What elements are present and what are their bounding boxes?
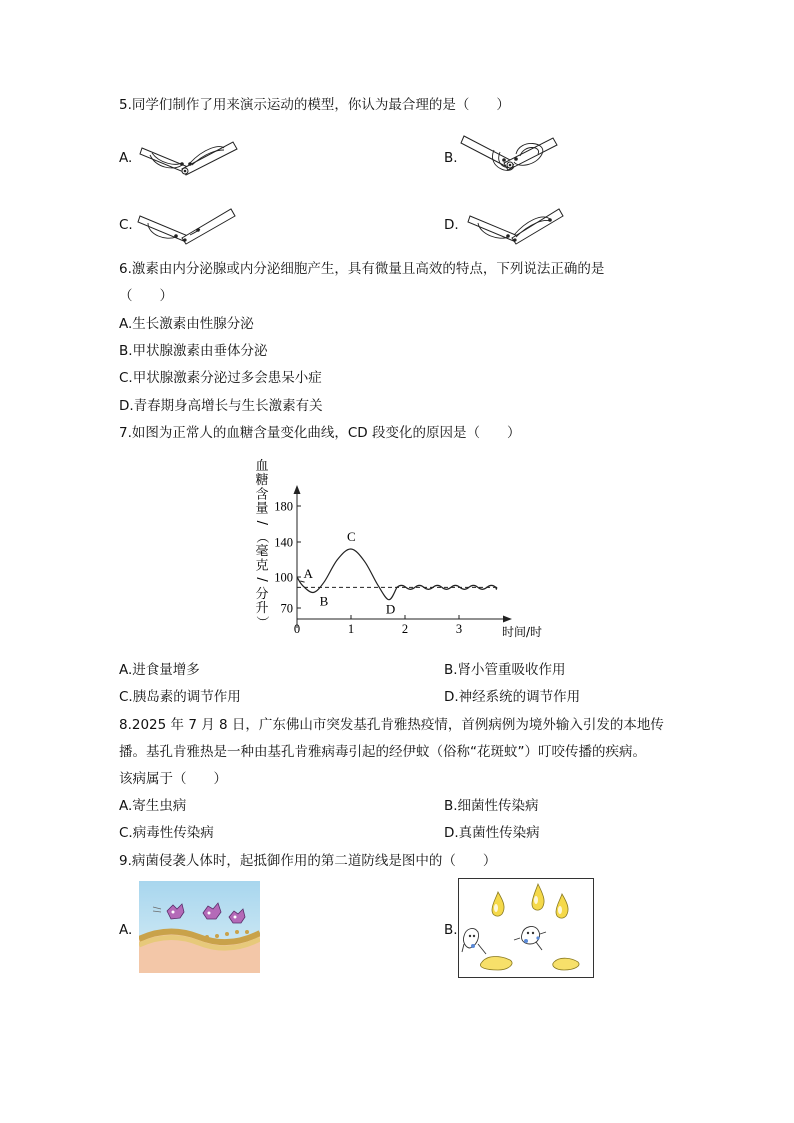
q5-stem: 5.同学们制作了用来演示运动的模型，你认为最合理的是（ ） bbox=[119, 97, 510, 113]
x-tick-label: 0 bbox=[293, 622, 301, 636]
y-tick-label: 70 bbox=[280, 601, 293, 616]
y-axis-arrow bbox=[294, 485, 301, 494]
q7-stem: 7.如图为正常人的血糖含量变化曲线，CD 段变化的原因是（ ） bbox=[119, 425, 521, 441]
q5-option-b-model bbox=[460, 132, 560, 180]
q6-stem: 6.激素由内分泌腺或内分泌细胞产生，具有微量且高效的特点，下列说法正确的是 bbox=[119, 261, 605, 277]
y-axis-label-char: 分 bbox=[255, 586, 269, 602]
x-tick-label: 1 bbox=[347, 622, 355, 636]
x-axis-label: 时间/时 bbox=[502, 625, 543, 639]
y-tick-label: 180 bbox=[274, 499, 293, 514]
y-axis-label-char: （ bbox=[254, 530, 269, 544]
y-axis-label-char: / bbox=[254, 577, 269, 582]
blood-glucose-chart bbox=[240, 456, 560, 646]
q5-option-c-label: C. bbox=[119, 217, 133, 233]
x-tick-label: 3 bbox=[455, 622, 463, 636]
q8-option-a: A.寄生虫病 bbox=[119, 798, 187, 814]
y-axis-label-char: 量 bbox=[255, 501, 269, 517]
y-axis-label-char: 血 bbox=[255, 459, 269, 474]
glucose-curve bbox=[297, 549, 497, 600]
q9-option-a-skin-barrier-image bbox=[139, 881, 260, 973]
q7-option-a: A.进食量增多 bbox=[119, 662, 200, 678]
q5-option-d-label: D. bbox=[444, 217, 459, 233]
q7-option-c: C.胰岛素的调节作用 bbox=[119, 689, 241, 705]
q8-stem-line3: 该病属于（ ） bbox=[119, 771, 227, 787]
y-axis-label-char: 糖 bbox=[255, 473, 269, 489]
q6-answer-paren: （ ） bbox=[119, 288, 173, 304]
x-axis-arrow bbox=[503, 616, 512, 623]
q8-stem-line1: 8.2025 年 7 月 8 日，广东佛山市突发基孔肯雅热疫情，首例病例为境外输入引发的本地传 bbox=[119, 717, 664, 733]
y-axis-label-char: 含 bbox=[255, 487, 269, 503]
q8-option-b: B.细菌性传染病 bbox=[444, 798, 539, 814]
q6-option-a: A.生长激素由性腺分泌 bbox=[119, 316, 254, 332]
y-tick-label: 140 bbox=[274, 535, 293, 550]
y-axis-label-char: 升 bbox=[255, 601, 269, 616]
point-a-marker bbox=[300, 581, 304, 582]
y-axis-label-char: ） bbox=[254, 615, 269, 629]
y-axis-label-char: 毫 bbox=[255, 544, 269, 560]
q8-option-c: C.病毒性传染病 bbox=[119, 825, 214, 841]
q5-option-a-model bbox=[138, 138, 242, 180]
q7-option-d: D.神经系统的调节作用 bbox=[444, 689, 581, 705]
q9-option-b-label: B. bbox=[444, 922, 458, 938]
q9-option-a-label: A. bbox=[119, 922, 133, 938]
q8-stem-line2: 播。基孔肯雅热是一种由基孔肯雅病毒引起的经伊蚊（俗称“花斑蚊”）叮咬传播的疾病。 bbox=[119, 744, 646, 760]
point-label-d: D bbox=[385, 601, 396, 617]
q6-option-c: C.甲状腺激素分泌过多会患呆小症 bbox=[119, 370, 322, 386]
point-label-b: B bbox=[319, 593, 329, 609]
q5-option-b-label: B. bbox=[444, 150, 458, 166]
y-tick-label: 100 bbox=[274, 570, 293, 585]
y-axis-label-char: / bbox=[254, 520, 269, 525]
y-axis-label bbox=[254, 459, 269, 629]
q7-option-b: B.肾小管重吸收作用 bbox=[444, 662, 566, 678]
q5-option-d-model bbox=[466, 205, 566, 247]
x-tick-label: 2 bbox=[401, 622, 409, 636]
q5-option-c-model bbox=[136, 205, 236, 247]
q8-option-d: D.真菌性传染病 bbox=[444, 825, 540, 841]
point-label-a: A bbox=[303, 566, 313, 581]
y-axis-label-char: 克 bbox=[255, 558, 269, 574]
q9-stem: 9.病菌侵袭人体时，起抵御作用的第二道防线是图中的（ ） bbox=[119, 853, 497, 869]
q6-option-b: B.甲状腺激素由垂体分泌 bbox=[119, 343, 268, 359]
q6-option-d: D.青春期身高增长与生长激素有关 bbox=[119, 398, 323, 414]
q5-option-a-label: A. bbox=[119, 150, 133, 166]
q9-option-b-phagocyte-image bbox=[458, 878, 594, 978]
point-label-c: C bbox=[347, 529, 356, 544]
